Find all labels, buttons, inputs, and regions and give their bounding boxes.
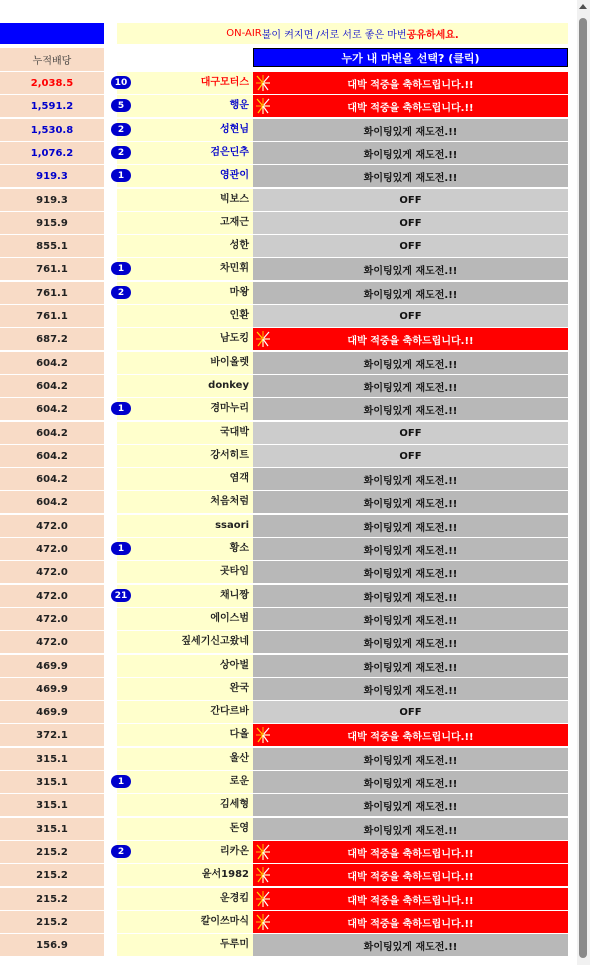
user-name[interactable]: 운경킴 — [220, 893, 249, 904]
firework-icon — [255, 74, 271, 92]
status-label: OFF — [399, 310, 422, 322]
payout-value: 919.3 — [0, 165, 104, 188]
list-item[interactable] — [117, 818, 568, 841]
list-item[interactable] — [117, 678, 568, 701]
name-cell — [117, 352, 253, 374]
name-cell — [117, 165, 253, 187]
status-cell — [253, 678, 568, 700]
status-label: 대박 적중을 축하드립니다.!! — [347, 871, 474, 883]
list-item[interactable] — [117, 538, 568, 561]
list-item[interactable] — [117, 655, 568, 678]
payout-value: 472.0 — [0, 608, 104, 631]
status-label: 화이팅있게 재도전.!! — [363, 778, 458, 790]
payout-value: 469.9 — [0, 678, 104, 701]
name-cell — [117, 678, 253, 700]
payout-value: 472.0 — [0, 631, 104, 654]
user-name[interactable]: 다올 — [229, 729, 249, 740]
status-cell — [253, 888, 568, 910]
status-cell — [253, 95, 568, 117]
status-label: 화이팅있게 재도전.!! — [363, 662, 458, 674]
status-label: OFF — [399, 217, 422, 229]
status-label: 화이팅있게 재도전.!! — [363, 289, 458, 301]
status-cell — [253, 911, 568, 933]
count-badge: 21 — [111, 589, 131, 602]
payout-value: 472.0 — [0, 538, 104, 561]
status-cell — [253, 794, 568, 816]
name-cell — [117, 631, 253, 653]
count-badge: 10 — [111, 76, 131, 89]
name-cell — [117, 608, 253, 630]
status-label: 화이팅있게 재도전.!! — [363, 615, 458, 627]
payout-value: 215.2 — [0, 888, 104, 911]
cumulative-payout-header: 누적배당 — [0, 48, 104, 71]
user-name[interactable]: 인환 — [229, 310, 249, 321]
list-item[interactable] — [117, 282, 568, 305]
name-cell — [117, 189, 253, 211]
count-badge: 1 — [111, 169, 131, 182]
payout-value: 469.9 — [0, 701, 104, 724]
status-label: 화이팅있게 재도전.!! — [363, 126, 458, 138]
who-selected-my-number-button[interactable]: 누가 내 마번을 선택? (클릭) — [253, 48, 568, 67]
name-cell — [117, 398, 253, 420]
payout-value: 761.1 — [0, 282, 104, 305]
user-name[interactable]: 간다르바 — [210, 706, 249, 717]
count-badge: 1 — [111, 402, 131, 415]
list-item[interactable] — [117, 468, 568, 491]
status-cell — [253, 352, 568, 374]
status-label: 대박 적중을 축하드립니다.!! — [347, 335, 474, 347]
status-label: 화이팅있게 재도전.!! — [363, 498, 458, 510]
scrollbar-thumb[interactable] — [579, 18, 587, 958]
status-label: OFF — [399, 240, 422, 252]
list-item[interactable] — [117, 888, 568, 911]
user-name[interactable]: 국대박 — [220, 427, 249, 438]
status-label: 대박 적중을 축하드립니다.!! — [347, 918, 474, 930]
status-label: OFF — [399, 194, 422, 206]
count-badge: 1 — [111, 542, 131, 555]
status-label: 화이팅있게 재도전.!! — [363, 825, 458, 837]
user-name[interactable]: 마왕 — [229, 287, 249, 298]
status-cell — [253, 445, 568, 467]
list-item[interactable] — [117, 771, 568, 794]
status-label: 대박 적중을 축하드립니다.!! — [347, 731, 474, 743]
user-name[interactable]: 남도킹 — [220, 333, 249, 344]
list-item[interactable] — [117, 515, 568, 538]
name-cell — [117, 142, 253, 164]
firework-icon — [255, 330, 271, 348]
name-cell — [117, 491, 253, 513]
user-name[interactable]: 짚세기신고왔네 — [181, 636, 249, 647]
payout-value: 472.0 — [0, 585, 104, 608]
notice-cta: 공유하세요. — [406, 30, 459, 41]
payout-value: 915.9 — [0, 212, 104, 235]
status-cell — [253, 398, 568, 420]
on-air-label: ON-AIR — [226, 28, 262, 39]
status-label: 화이팅있게 재도전.!! — [363, 638, 458, 650]
status-cell — [253, 375, 568, 397]
status-label: 화이팅있게 재도전.!! — [363, 801, 458, 813]
list-item[interactable] — [117, 142, 568, 165]
payout-value: 1,591.2 — [0, 95, 104, 118]
status-cell — [253, 491, 568, 513]
status-cell — [253, 212, 568, 234]
list-item[interactable] — [117, 794, 568, 817]
status-cell — [253, 631, 568, 653]
name-cell — [117, 328, 253, 350]
list-item[interactable] — [117, 608, 568, 631]
list-item[interactable] — [117, 375, 568, 398]
status-cell — [253, 282, 568, 304]
name-cell — [114, 585, 253, 607]
payout-value: 315.1 — [0, 794, 104, 817]
user-name[interactable]: 울산 — [229, 753, 249, 764]
list-item[interactable] — [117, 864, 568, 887]
name-cell — [117, 119, 253, 141]
name-cell — [117, 538, 253, 560]
cumulative-payout-column — [0, 0, 104, 965]
user-name[interactable]: 완국 — [229, 683, 249, 694]
user-name[interactable]: 황소 — [229, 543, 249, 554]
user-name[interactable]: 돈영 — [229, 823, 249, 834]
status-cell — [253, 235, 568, 257]
list-item[interactable] — [117, 748, 568, 771]
payout-value: 604.2 — [0, 375, 104, 398]
status-cell — [253, 561, 568, 583]
status-cell — [253, 655, 568, 677]
left-header-bar — [0, 23, 104, 44]
user-name[interactable]: 차민휘 — [220, 263, 249, 274]
name-cell — [117, 818, 253, 840]
list-item[interactable] — [117, 305, 568, 328]
name-cell — [117, 258, 253, 280]
user-name[interactable]: 칼이쓰마식 — [200, 916, 249, 927]
user-name[interactable]: 두루미 — [220, 939, 249, 950]
status-label: 화이팅있게 재도전.!! — [363, 265, 458, 277]
status-cell — [253, 468, 568, 490]
name-cell — [117, 655, 253, 677]
payout-value: 1,530.8 — [0, 119, 104, 142]
payout-value: 855.1 — [0, 235, 104, 258]
payout-value: 469.9 — [0, 655, 104, 678]
status-label: 화이팅있게 재도전.!! — [363, 405, 458, 417]
payout-value: 761.1 — [0, 305, 104, 328]
name-cell — [117, 561, 253, 583]
count-badge: 5 — [111, 99, 131, 112]
list-item[interactable] — [117, 561, 568, 584]
name-cell — [117, 95, 253, 117]
user-name[interactable]: donkey — [208, 380, 249, 391]
status-cell — [253, 864, 568, 886]
status-cell — [253, 608, 568, 630]
list-item[interactable] — [117, 724, 568, 747]
status-cell — [253, 258, 568, 280]
status-label: 화이팅있게 재도전.!! — [363, 522, 458, 534]
name-cell — [117, 468, 253, 490]
user-name[interactable]: 윤서1982 — [201, 869, 249, 880]
status-cell — [253, 538, 568, 560]
user-name[interactable]: 경마누리 — [210, 403, 249, 414]
status-cell — [253, 748, 568, 770]
user-name[interactable]: 바이올렛 — [210, 357, 249, 368]
name-cell — [117, 888, 253, 910]
list-item[interactable] — [117, 95, 568, 118]
status-label: 화이팅있게 재도전.!! — [363, 382, 458, 394]
payout-value: 315.1 — [0, 748, 104, 771]
firework-icon — [255, 97, 271, 115]
user-name[interactable]: 검은딘추 — [210, 147, 249, 158]
user-name[interactable]: 성한 — [229, 240, 249, 251]
payout-value: 315.1 — [0, 771, 104, 794]
status-cell — [253, 165, 568, 187]
list-item[interactable] — [117, 701, 568, 724]
payout-value: 315.1 — [0, 818, 104, 841]
name-cell — [117, 305, 253, 327]
payout-value: 604.2 — [0, 491, 104, 514]
name-cell — [117, 375, 253, 397]
firework-icon — [255, 866, 271, 884]
status-label: 화이팅있게 재도전.!! — [363, 149, 458, 161]
name-cell — [117, 422, 253, 444]
status-cell — [253, 701, 568, 723]
user-name[interactable]: 리카온 — [220, 846, 249, 857]
status-cell — [253, 72, 568, 94]
name-cell — [117, 212, 253, 234]
user-name[interactable]: ssaori — [215, 520, 249, 531]
user-name[interactable]: 채니짱 — [220, 590, 249, 601]
status-label: 화이팅있게 재도전.!! — [363, 359, 458, 371]
status-label: 대박 적중을 축하드립니다.!! — [347, 79, 474, 91]
status-cell — [253, 934, 568, 956]
payout-value: 215.2 — [0, 911, 104, 934]
firework-icon — [255, 890, 271, 908]
payout-value: 2,038.5 — [0, 72, 104, 95]
payout-value: 372.1 — [0, 724, 104, 747]
list-item[interactable] — [117, 911, 568, 934]
payout-value: 1,076.2 — [0, 142, 104, 165]
user-name[interactable]: 상아벌 — [220, 660, 249, 671]
list-item[interactable] — [117, 398, 568, 421]
status-cell — [253, 142, 568, 164]
status-cell — [253, 189, 568, 211]
list-item[interactable] — [114, 585, 568, 608]
status-label: 화이팅있게 재도전.!! — [363, 941, 458, 953]
payout-value: 604.2 — [0, 422, 104, 445]
name-cell — [117, 282, 253, 304]
list-item[interactable] — [117, 189, 568, 212]
status-label: OFF — [399, 706, 422, 718]
list-item[interactable] — [117, 212, 568, 235]
payout-value: 604.2 — [0, 398, 104, 421]
payout-value: 687.2 — [0, 328, 104, 351]
payout-value: 156.9 — [0, 934, 104, 957]
list-item[interactable] — [117, 328, 568, 351]
name-cell — [117, 748, 253, 770]
status-label: 화이팅있게 재도전.!! — [363, 475, 458, 487]
status-cell — [253, 119, 568, 141]
user-name[interactable]: 대구모터스 — [200, 77, 249, 88]
list-item[interactable] — [117, 119, 568, 142]
user-name[interactable]: 에이스범 — [210, 613, 249, 624]
payout-value: 472.0 — [0, 561, 104, 584]
name-cell — [117, 235, 253, 257]
name-cell — [117, 794, 253, 816]
list-item[interactable] — [117, 422, 568, 445]
list-item[interactable] — [117, 841, 568, 864]
status-cell — [253, 422, 568, 444]
list-item[interactable] — [117, 352, 568, 375]
name-cell — [117, 841, 253, 863]
list-item[interactable] — [117, 445, 568, 468]
status-label: 화이팅있게 재도전.!! — [363, 545, 458, 557]
user-name[interactable]: 곳타임 — [220, 566, 249, 577]
status-cell — [253, 841, 568, 863]
notice-text: 불이 켜지면 / — [261, 30, 320, 41]
user-name[interactable]: 염객 — [229, 473, 249, 484]
firework-icon — [255, 843, 271, 861]
status-label: 화이팅있게 재도전.!! — [363, 592, 458, 604]
user-name[interactable]: 행운 — [229, 100, 249, 111]
status-label: OFF — [399, 450, 422, 462]
user-name[interactable]: 영관이 — [220, 170, 249, 181]
payout-value: 604.2 — [0, 445, 104, 468]
status-cell — [253, 818, 568, 840]
count-badge: 1 — [111, 262, 131, 275]
name-cell — [117, 911, 253, 933]
list-item[interactable] — [117, 235, 568, 258]
list-item[interactable] — [114, 72, 568, 95]
status-cell — [253, 515, 568, 537]
status-label: 화이팅있게 재도전.!! — [363, 685, 458, 697]
status-label: 대박 적중을 축하드립니다.!! — [347, 848, 474, 860]
user-name[interactable]: 빅보스 — [220, 194, 249, 205]
count-badge: 2 — [111, 146, 131, 159]
notice-text-2: 서로 서로 좋은 마번 — [319, 30, 407, 41]
name-cell — [117, 771, 253, 793]
user-name[interactable]: 처음처럼 — [210, 496, 249, 507]
payout-value: 761.1 — [0, 258, 104, 281]
name-cell — [117, 724, 253, 746]
name-cell — [117, 864, 253, 886]
status-label: 화이팅있게 재도전.!! — [363, 568, 458, 580]
list-item[interactable] — [117, 934, 568, 957]
count-badge: 2 — [111, 845, 131, 858]
name-cell — [117, 934, 253, 956]
status-label: 화이팅있게 재도전.!! — [363, 172, 458, 184]
status-cell — [253, 328, 568, 350]
payout-value: 215.2 — [0, 864, 104, 887]
firework-icon — [255, 913, 271, 931]
status-label: 대박 적중을 축하드립니다.!! — [347, 102, 474, 114]
user-name[interactable]: 로운 — [229, 776, 249, 787]
list-item[interactable] — [117, 165, 568, 188]
status-cell — [253, 305, 568, 327]
status-cell — [253, 585, 568, 607]
payout-value: 472.0 — [0, 515, 104, 538]
vertical-scrollbar[interactable] — [577, 0, 590, 965]
status-cell — [253, 724, 568, 746]
name-cell — [117, 445, 253, 467]
status-label: 화이팅있게 재도전.!! — [363, 755, 458, 767]
count-badge: 1 — [111, 775, 131, 788]
payout-value: 604.2 — [0, 468, 104, 491]
payout-value: 215.2 — [0, 841, 104, 864]
status-label: 대박 적중을 축하드립니다.!! — [347, 895, 474, 907]
on-air-notice — [117, 23, 568, 44]
firework-icon — [255, 726, 271, 744]
count-badge: 2 — [111, 123, 131, 136]
name-cell — [117, 701, 253, 723]
user-name[interactable]: 성현님 — [220, 124, 249, 135]
list-item[interactable] — [117, 491, 568, 514]
user-name[interactable]: 강서히트 — [210, 450, 249, 461]
count-badge: 2 — [111, 286, 131, 299]
list-item[interactable] — [117, 631, 568, 654]
user-name[interactable]: 김세형 — [220, 799, 249, 810]
name-cell — [117, 515, 253, 537]
list-item[interactable] — [117, 258, 568, 281]
user-name[interactable]: 고재근 — [220, 217, 249, 228]
payout-value: 919.3 — [0, 189, 104, 212]
status-label: OFF — [399, 427, 422, 439]
scroll-up-arrow-icon[interactable] — [579, 4, 587, 9]
status-cell — [253, 771, 568, 793]
payout-value: 604.2 — [0, 352, 104, 375]
name-cell — [114, 72, 253, 94]
